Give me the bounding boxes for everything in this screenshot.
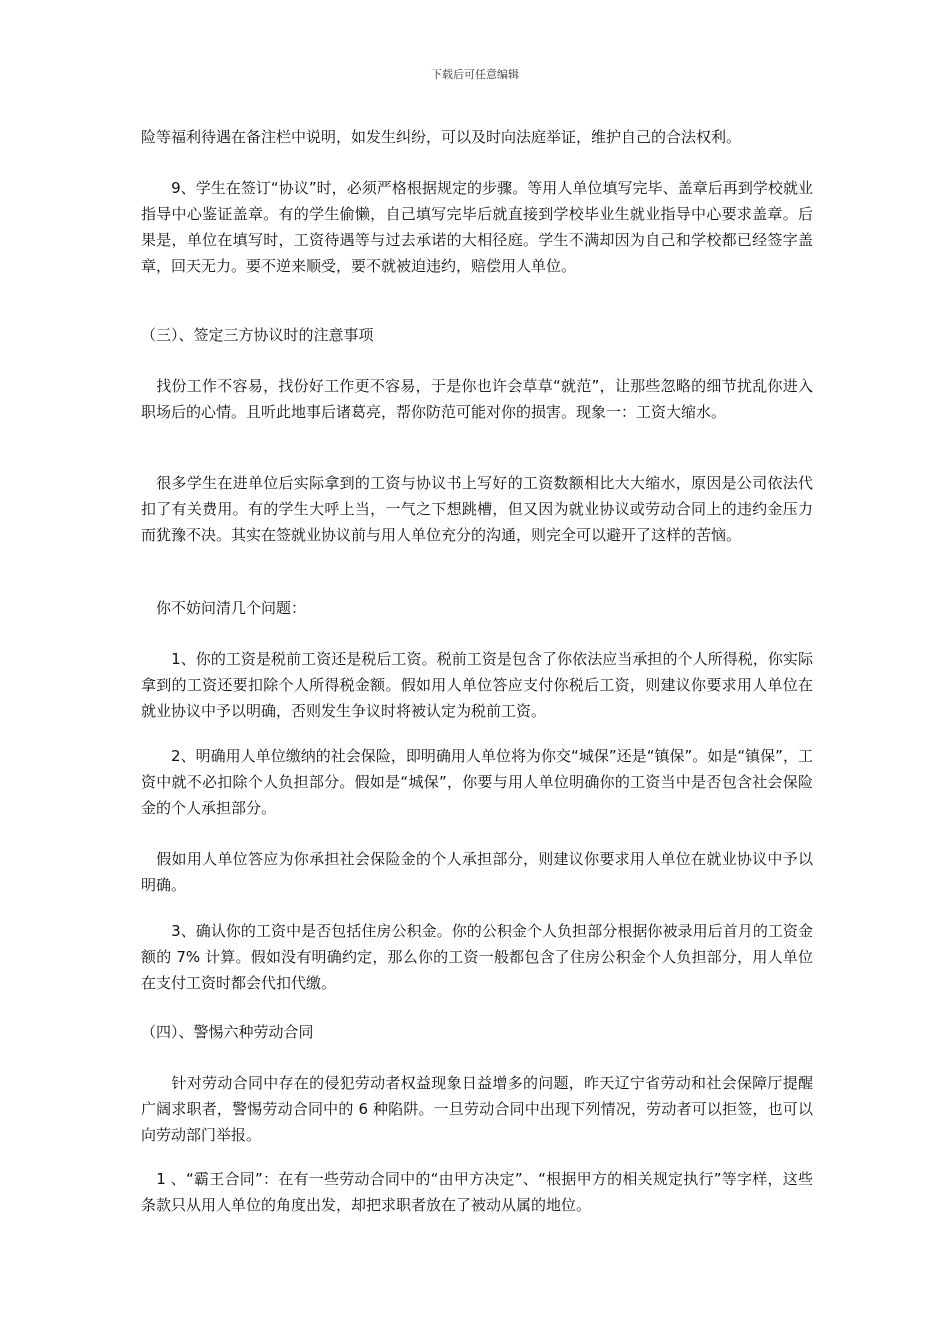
paragraph-4: 找份工作不容易，找份好工作更不容易，于是你也许会草草“就范”，让那些忽略的细节扰乱你进入职场后的心情。且听此地事后诸葛亮，帮你防范可能对你的损害。现象一：工资大缩水。 [141, 377, 813, 421]
section-heading-3: （三）、签定三方协议时的注意事项 [141, 326, 374, 344]
paragraph-1: 险等福利待遇在备注栏中说明，如发生纠纷，可以及时向法庭举证，维护自己的合法权利。 [141, 128, 742, 146]
paragraph-2: 9、学生在签订“协议”时，必须严格根据规定的步骤。等用人单位填写完毕、盖章后再到学校就业指导中心鉴证盖章。有的学生偷懒，自己填写完毕后就直接到学校毕业生就业指导中心要求盖章。后果是，单位在填写时，工资待遇等与过去承诺的大相径庭。学生不满却因为自己和学校都已经签字盖章，回天无力。要不逆来顺受，要不就被迫违约，赔偿用人单位。 [141, 179, 813, 275]
section-heading-4: （四）、警惕六种劳动合同 [141, 1023, 314, 1041]
paragraph-8: 2、明确用人单位缴纳的社会保险，即明确用人单位将为你交“城保”还是“镇保”。如是“镇保”，工资中就不必扣除个人负担部分。假如是“城保”，你要与用人单位明确你的工资当中是否包含社会保险金的个人承担部分。 [141, 747, 813, 817]
paragraph-9: 假如用人单位答应为你承担社会保险金的个人承担部分，则建议你要求用人单位在就业协议中予以明确。 [141, 850, 813, 894]
paragraph-13: 1 、“霸王合同”：在有一些劳动合同中的“由甲方决定”、“根据甲方的相关规定执行”等字样，这些条款只从用人单位的角度出发，却把求职者放在了被动从属的地位。 [141, 1170, 813, 1214]
paragraph-7: 1、你的工资是税前工资还是税后工资。税前工资是包含了你依法应当承担的个人所得税，你实际拿到的工资还要扣除个人所得税金额。假如用人单位答应支付你税后工资，则建议你要求用人单位在就业协议中予以明确，否则发生争议时将被认定为税前工资。 [141, 650, 813, 720]
paragraph-6: 你不妨问清几个问题： [141, 599, 307, 617]
paragraph-5: 很多学生在进单位后实际拿到的工资与协议书上写好的工资数额相比大大缩水，原因是公司依法代扣了有关费用。有的学生大呼上当，一气之下想跳槽，但又因为就业协议或劳动合同上的违约金压力而犹豫不决。其实在签就业协议前与用人单位充分的沟通，则完全可以避开了这样的苦恼。 [141, 474, 813, 544]
paragraph-12: 针对劳动合同中存在的侵犯劳动者权益现象日益增多的问题，昨天辽宁省劳动和社会保障厅提醒广阔求职者，警惕劳动合同中的 6 种陷阱。一旦劳动合同中出现下列情况，劳动者可以拒签，也可以向劳动部门举报。 [141, 1074, 813, 1144]
page-header: 下载后可任意编辑 [431, 68, 519, 81]
paragraph-10: 3、确认你的工资中是否包括住房公积金。你的公积金个人负担部分根据你被录用后首月的工资金额的 7% 计算。假如没有明确约定，那么你的工资一般都包含了住房公积金个人负担部分，用人单位在支付工资时都会代扣代缴。 [141, 922, 813, 992]
